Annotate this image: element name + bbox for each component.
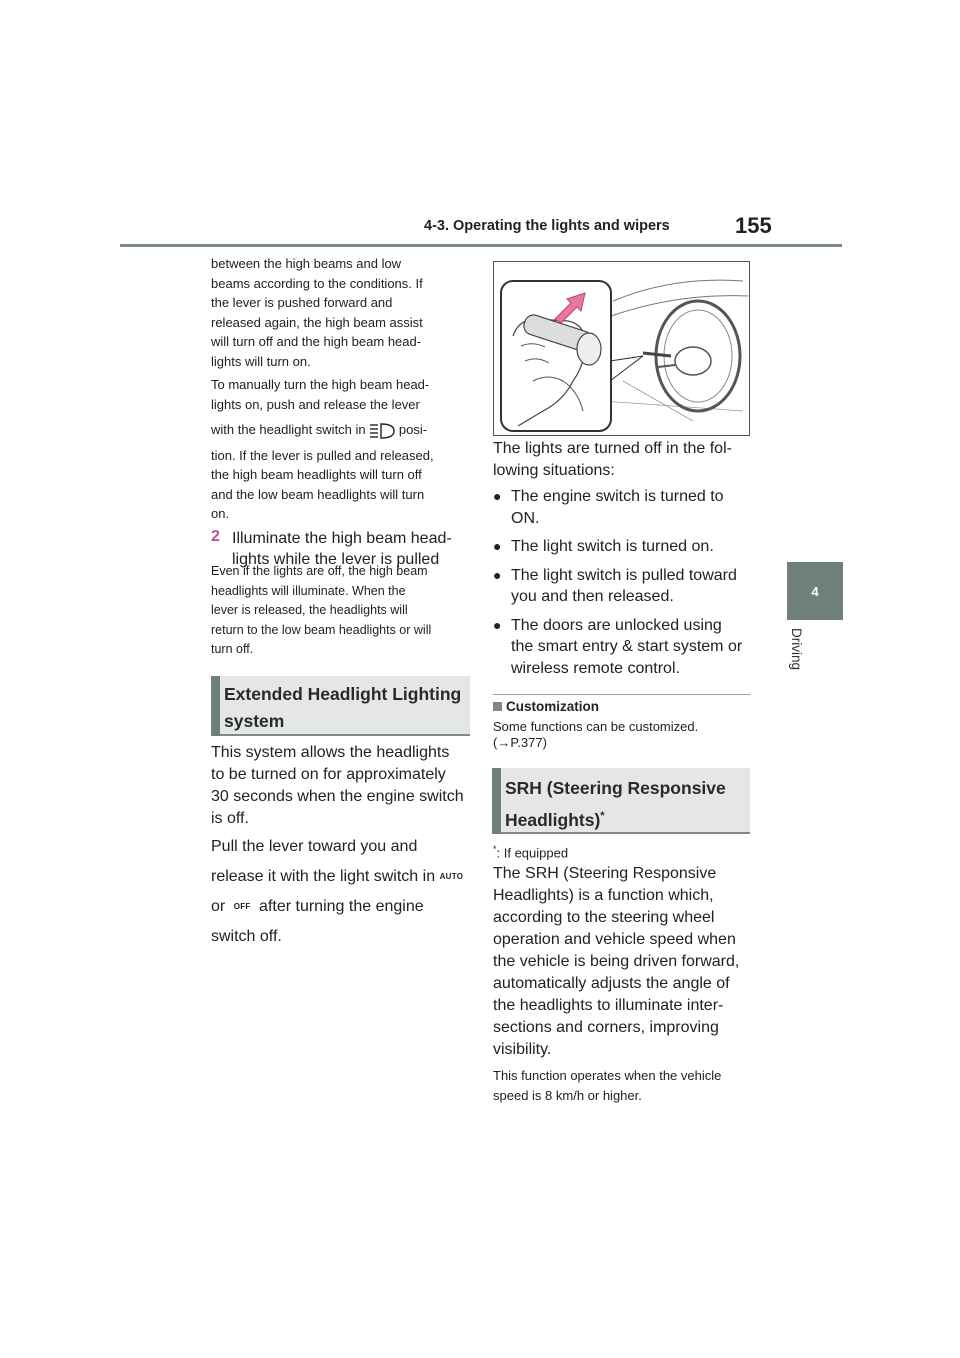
text-line: lever is released, the headlights will (211, 603, 408, 617)
text-fragment: with the headlight switch in (211, 422, 366, 437)
section-title: 4-3. Operating the lights and wipers (424, 218, 670, 234)
paragraph-high-beam-assist (211, 254, 473, 371)
chapter-label-text: Driving (789, 628, 804, 671)
chapter-label (786, 628, 810, 688)
list-item (493, 565, 755, 608)
text-line (505, 802, 749, 834)
off-switch-icon: OFF (233, 902, 251, 911)
text-line: The doors are unlocked using (511, 616, 722, 634)
chapter-tab[interactable]: 4 (787, 562, 843, 620)
bullet-icon: ● (493, 538, 502, 554)
paragraph-extended-lighting (211, 742, 473, 948)
customization-title (493, 699, 755, 714)
text-line: headlights will illuminate. When the (211, 583, 406, 598)
page-reference-link[interactable]: (→P.377) (493, 735, 547, 750)
text-line: To manually turn the high beam head- (211, 377, 430, 392)
text-line-with-icon (211, 896, 473, 918)
text-line: according to the steering wheel (493, 909, 715, 926)
list-item (493, 615, 755, 680)
bullet-icon: ● (493, 566, 502, 583)
text-line: turn off. (211, 642, 254, 656)
list-item (493, 536, 755, 558)
text-line: the vehicle is being driven forward, (493, 953, 740, 970)
text-line: This function operates when the vehicle (493, 1068, 722, 1083)
text-line: operation and vehicle speed when (493, 931, 736, 948)
text-line: beams according to the conditions. If (211, 275, 423, 291)
customization-note (493, 719, 755, 751)
lever-illustration (493, 261, 750, 436)
paragraph-srh (493, 863, 755, 1061)
text-line: The light switch is pulled toward (511, 566, 737, 584)
section-heading-bar (492, 768, 501, 834)
srh-note (493, 1066, 755, 1105)
text-line: lights will turn on. (211, 353, 311, 369)
text-fragment: posi- (398, 422, 428, 437)
text-line: visibility. (493, 1041, 552, 1058)
step-note (211, 562, 473, 660)
text-line: Pull the lever toward you and (211, 838, 418, 855)
text-line: automatically adjusts the angle of (493, 975, 730, 992)
text-line: speed is 8 km/h or higher. (493, 1087, 642, 1103)
text-line: lights while the lever is pulled (232, 551, 440, 568)
text-line: lowing situations: (493, 462, 615, 479)
text-line: is off. (211, 810, 249, 827)
text-line: This system allows the headlights (211, 744, 450, 761)
paragraph-manual-high-beam (211, 375, 473, 524)
auto-switch-icon: AUTO (439, 872, 464, 881)
section-divider (493, 694, 750, 695)
text-line: wireless remote control. (511, 659, 680, 677)
text-fragment: release it with the light switch in (211, 868, 436, 885)
footnote-text: : If equipped (496, 845, 569, 861)
text-fragment: Headlights) (505, 809, 601, 830)
text-line: between the high beams and low (211, 256, 402, 271)
text-line: the headlights to illuminate inter- (493, 997, 724, 1014)
text-line: The SRH (Steering Responsive (493, 865, 717, 882)
page-number: 155 (735, 213, 772, 238)
step-number: 2 (211, 528, 220, 545)
text-line: and the low beam headlights will turn (211, 486, 425, 502)
text-fragment: after turning the engine (259, 898, 424, 915)
text-line: The light switch is turned on. (511, 538, 714, 555)
text-line: Headlights) is a function which, (493, 887, 714, 904)
text-line: sections and corners, improving (493, 1019, 719, 1036)
footnote-marker: * (493, 844, 497, 854)
footnote (493, 840, 755, 863)
text-line: tion. If the lever is pulled and released, (211, 447, 434, 463)
footnote-marker: * (600, 810, 605, 822)
text-line: 30 seconds when the engine switch (211, 788, 464, 805)
text-line: released again, the high beam assist (211, 314, 423, 330)
paragraph-lights-off (493, 438, 755, 482)
text-line-with-icon (211, 866, 473, 888)
text-line: switch off. (211, 928, 282, 945)
text-line: The lights are turned off in the fol- (493, 440, 732, 457)
text-line: on. (211, 506, 230, 522)
bullet-icon: ● (493, 616, 502, 633)
text-line: system (224, 711, 285, 731)
bullet-list (493, 486, 755, 679)
section-heading-bar (211, 676, 220, 736)
bullet-icon: ● (493, 488, 502, 504)
section-heading-text (224, 681, 468, 735)
text-line: the lever is pushed forward and (211, 295, 393, 310)
square-bullet-icon (493, 702, 502, 711)
high-beam-icon (369, 422, 395, 440)
text-line: The engine switch is turned to (511, 488, 724, 505)
text-fragment: or (211, 898, 226, 915)
text-line: Even if the lights are off, the high beam (211, 564, 428, 578)
customization-title-text: Customization (506, 699, 599, 714)
text-line: will turn off and the high beam head- (211, 334, 422, 349)
text-line: to be turned on for approximately (211, 766, 446, 783)
text-line: Illuminate the high beam head- (232, 530, 452, 547)
text-line: SRH (Steering Responsive (505, 778, 726, 798)
text-line: return to the low beam headlights or will (211, 622, 432, 637)
list-item (493, 486, 755, 529)
text-line: the smart entry & start system or (511, 638, 743, 655)
text-line: Extended Headlight Lighting (224, 684, 462, 704)
text-line: lights on, push and release the lever (211, 396, 420, 412)
text-line: ON. (511, 509, 540, 527)
text-line: you and then released. (511, 588, 674, 605)
text-line: the high beam headlights will turn off (211, 467, 422, 483)
header-rule (120, 244, 842, 247)
text-line-with-icon (211, 420, 473, 440)
section-heading-text (505, 774, 749, 834)
text-line: Some functions can be customized. (493, 719, 699, 734)
